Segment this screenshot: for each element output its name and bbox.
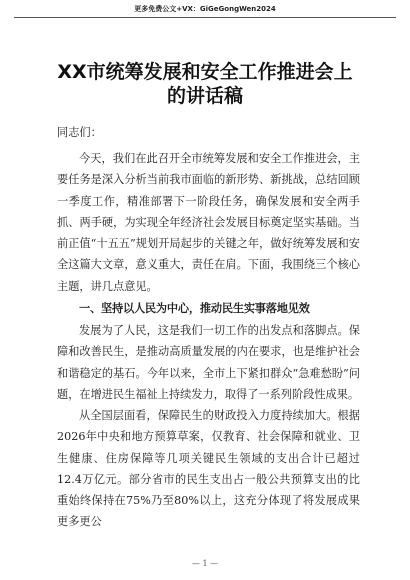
section-heading-1: 一、坚持以人民为中心，推动民生实事落地见效 (79, 302, 310, 315)
header-divider (14, 17, 396, 18)
salutation: 同志们： (57, 126, 102, 139)
paragraph-intro: 今天，我们在此召开全市统筹发展和安全工作推进会，主要任务是深入分析当前我市面临的新形势、新挑战，总结回顾一季度工作，精准部署下一阶段任务，确保发展和安全两手抓、两手硬，为实现全年经济社会发展目标奠定坚实基础。当前正值“十五五”规划开局起步的关键之年，做好统筹发展和安全这篇大文章，意义重大，责任在肩。下面，我围绕三个核心主题，讲几点意见。 (57, 152, 360, 293)
paragraph-fiscal-investment: 从全国层面看，保障民生的财政投入力度持续加大。根据2026年中央和地方预算草案，仅教育、社会保障和就业、卫生健康、住房保障等几项关键民生领域的支出合计已超过12.4万亿元。部分省市的民生支出占一般公共预算支出的比重始终保持在75%乃至80%以上，这充分体现了将发展成果更多更公 (57, 409, 360, 529)
page-number: — 1 — (191, 559, 219, 568)
header-note: 更多免费公文+VX：GiGeGongWen2024 (134, 5, 276, 13)
paragraph-people-centered: 发展为了人民，这是我们一切工作的出发点和落脚点。保障和改善民生，是推动高质量发展的内在要求，也是维护社会和谐稳定的基石。今年以来，全市上下紧扣群众“急难愁盼”问题，在增进民生福祉上持续发力，取得了一系列阶段性成果。 (57, 324, 360, 401)
document-title: XX市统筹发展和安全工作推进会上的讲话稿 (57, 61, 353, 107)
